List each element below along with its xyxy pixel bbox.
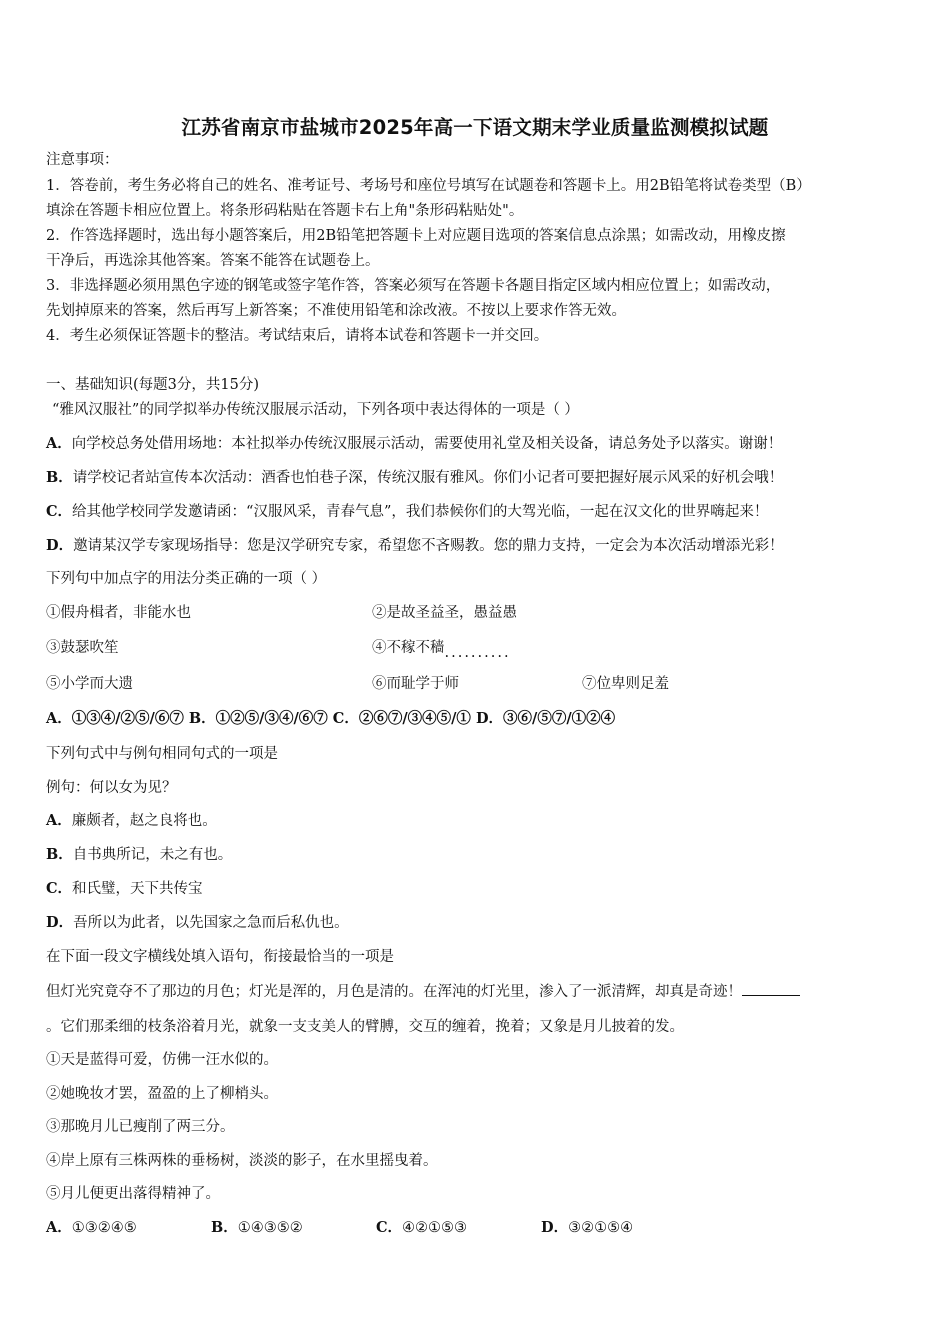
q1-option-a: A．向学校总务处借用场地：本社拟举办传统汉服展示活动，需要使用礼堂及相关设备，请总务处予以落实。谢谢！ <box>46 435 783 452</box>
q4-options <box>46 1218 906 1238</box>
q4-item: ②她晚妆才罢，盈盈的上了柳梢头。 <box>46 1086 278 1102</box>
q4-passage-cont: 。它们那柔细的枝条浴着月光，就象一支支美人的臂膊，交互的缠着，挽着；又象是月儿披着的发。 <box>46 1019 684 1035</box>
fill-blank <box>742 981 800 996</box>
q1-option-c: C．给其他学校同学发邀请函：“汉服风采，青春气息”，我们恭候你们的大驾光临，一起在汉文化的世界嗨起来！ <box>46 503 769 520</box>
notice-line: 干净后，再选涂其他答案。答案不能答在试题卷上。 <box>46 253 380 269</box>
q2-stem: 下列句中加点字的用法分类正确的一项（ ） <box>46 571 327 587</box>
q4-item: ④岸上原有三株两株的垂杨树，淡淡的影子，在水里摇曳着。 <box>46 1153 438 1169</box>
notice-line: 填涂在答题卡相应位置上。将条形码粘贴在答题卡右上角"条形码粘贴处"。 <box>46 203 524 219</box>
q2-item: ⑥而耻学于师 <box>372 676 459 692</box>
q4-passage: 但灯光究竟夺不了那边的月色；灯光是浑的，月色是清的。在浑沌的灯光里，渗入了一派清辉，却真是奇迹！ <box>46 981 800 1002</box>
notice-line: 4．考生必须保证答题卡的整洁。考试结束后，请将本试卷和答题卡一并交回。 <box>46 328 549 344</box>
q1-option-b: B．请学校记者站宣传本次活动：酒香也怕巷子深，传统汉服有雅风。你们小记者可要把握好展示风采的好机会哦！ <box>46 469 784 486</box>
q2-item: ③鼓瑟吹笙 <box>46 640 119 656</box>
notice-line: 3．非选择题必须用黑色字迹的钢笔或签字笔作答，答案必须写在答题卡各题目指定区域内相应位置上；如需改动， <box>46 278 781 294</box>
q4-option-c: C．④②①⑤③ <box>376 1219 468 1236</box>
q2-item-with-dots: ④不稼不穑.......... <box>372 640 511 661</box>
q4-option-b: B．①④③⑤② <box>211 1219 303 1236</box>
q4-item: ⑤月儿便更出落得精神了。 <box>46 1186 220 1202</box>
notice-line: 2．作答选择题时，选出每小题答案后，用2B铅笔把答题卡上对应题目选项的答案信息点涂黑；如需改动，用橡皮擦 <box>46 228 786 244</box>
q2-options: A．①③④/②⑤/⑥⑦ B．①②⑤/③④/⑥⑦ C．②⑥⑦/③④⑤/① D．③⑥/⑤⑦/①②④ <box>46 710 616 727</box>
q1-stem: “雅风汉服社”的同学拟举办传统汉服展示活动，下列各项中表达得体的一项是（ ） <box>52 402 579 418</box>
q3-option-d: D．吾所以为此者，以先国家之急而后私仇也。 <box>46 914 349 931</box>
q1-option-d: D．邀请某汉学专家现场指导：您是汉学研究专家，希望您不吝赐教。您的鼎力支持，一定会为本次活动增添光彩！ <box>46 537 784 554</box>
q3-option-a: A．廉颇者，赵之良将也。 <box>46 812 217 829</box>
q3-example: 例句：何以女为见？ <box>46 780 177 796</box>
q2-item-row <box>46 674 906 694</box>
q3-option-c: C．和氏璧，天下共传宝 <box>46 880 203 897</box>
q2-item: ①假舟楫者，非能水也 <box>46 605 191 621</box>
notice-line: 1．答卷前，考生务必将自己的姓名、准考证号、考场号和座位号填写在试题卷和答题卡上。用2B铅笔将试卷类型（B） <box>46 178 811 194</box>
q2-item: ②是故圣益圣，愚益愚 <box>372 605 517 621</box>
q4-item: ③那晚月儿已瘦削了两三分。 <box>46 1119 235 1135</box>
page-title: 江苏省南京市盐城市2025年高一下语文期末学业质量监测模拟试题 <box>181 116 769 139</box>
q4-option-a: A．①③②④⑤ <box>46 1219 137 1236</box>
q4-stem: 在下面一段文字横线处填入语句，衔接最恰当的一项是 <box>46 949 394 965</box>
notice-heading: 注意事项： <box>46 152 119 168</box>
notice-line: 先划掉原来的答案，然后再写上新答案；不准使用铅笔和涂改液。不按以上要求作答无效。 <box>46 303 626 319</box>
q2-item: ⑦位卑则足羞 <box>582 676 669 692</box>
emphasis-dots: .......... <box>444 645 511 661</box>
q2-item-row <box>46 603 906 623</box>
q2-item-row <box>46 638 906 661</box>
q4-item: ①天是蓝得可爱，仿佛一汪水似的。 <box>46 1052 278 1068</box>
q4-option-d: D．③②①⑤④ <box>541 1219 634 1236</box>
q3-option-b: B．自书典所记，未之有也。 <box>46 846 233 863</box>
q2-item: ⑤小学而大遗 <box>46 676 133 692</box>
q3-stem: 下列句式中与例句相同句式的一项是 <box>46 746 278 762</box>
section-heading: 一、基础知识(每题3分，共15分) <box>46 377 259 393</box>
